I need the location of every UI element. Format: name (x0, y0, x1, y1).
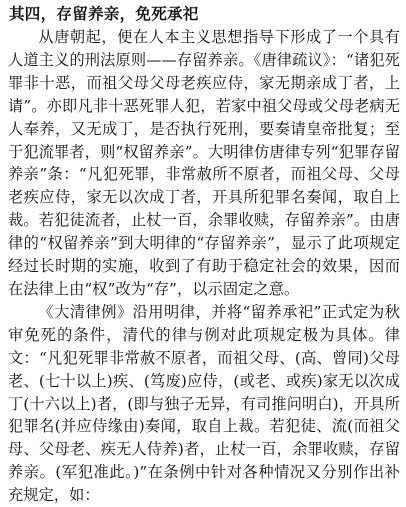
section-heading: 其四，存留养亲，免死承祀 (9, 5, 199, 23)
paragraph-1: 从唐朝起，便在人本主义思想指导下形成了一个具有人道主义的刑法原则——存留养亲。《唐律疏议》：“诸犯死罪非十恶，而祖父母父母老疾应侍，家无期亲成丁者，上请”。亦即凡非十恶死罪人犯，若家中祖父母或父母老病无人奉养，又无成丁，是否执行死刑，要奏请皇帝批复；至于犯流罪者，则“权留养亲”。大明律仿唐律专列“犯罪存留养亲”条：“凡犯死罪，非常赦所不原者，而祖父母、父母老疾应侍，家无以次成丁者，开具所犯罪名奏闻，取自上裁。若犯徒流者，止杖一百，余罪收赎，存留养亲”。由唐律的“权留养亲”到大明律的“存留养亲”，显示了此项规定经过长时期的实施，收到了有助于稳定社会的效果，因而在法律上由“权”改为“存”，以示固定之意。 (8, 28, 400, 298)
paragraph-2: 《大清律例》沿用明律，并将“留养承祀”正式定为秋审免死的条件，清代的律与例对此项规定极为具体。律文：“凡犯死罪非常赦不原者，而祖父母、(高、曾同)父母老、(七十以上)疾、(笃废)应侍，(或老、或疾)家无以次成丁(十六以上)者，(即与独子无异，有司推问明白)，开具所犯罪名(并应侍缘由)奏闻，取自上裁。若犯徒、流(而祖父母、父母老、疾无人侍养)者，止杖一百，余罪收赎，存留养亲。(军犯准此。)”在条例中针对各种情况又分别作出补充规定，如： (8, 302, 400, 505)
